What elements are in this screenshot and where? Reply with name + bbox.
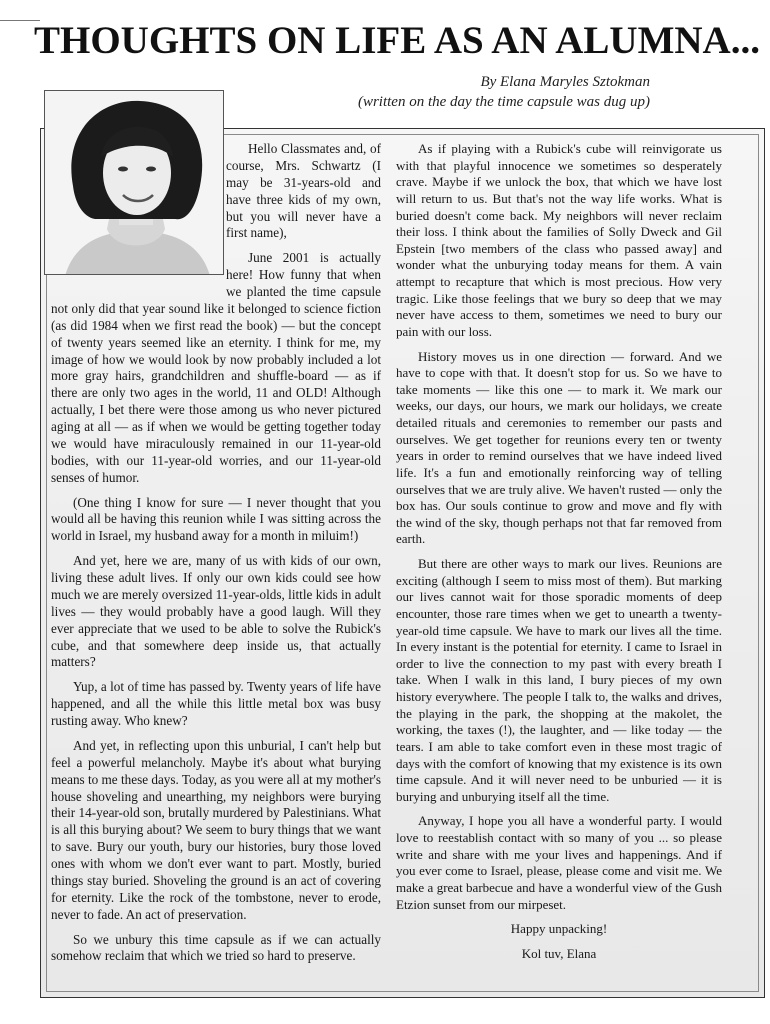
left-paragraph-4: And yet, here we are, many of us with kids of our own, living these adult lives. If only our own kids could see how much we are merely oversized 11-year-olds, little kids in adult lives — they would probably have a good laugh. Will they ever appreciate that we used to be able to solve the Rubick's cube, and that somewhere deep inside us, that actually matters? bbox=[51, 553, 381, 670]
author-portrait-photo bbox=[44, 90, 224, 275]
right-paragraph-2: History moves us in one direction — forward. And we have to cope with that. It doesn't stop for us. So we have to take moments — like this one — to mark it. We mark our weeks, our days, our hours, we mark our holidays, we create detailed rituals and ceremonies to remember our pasts and ourselves. We get together for reunions every ten or twenty years in order to remind ourselves that we have indeed lived life. It's a fun and emotionally reinforcing way of telling ourselves that we are truly alive. We haven't rusted — only the box has. Our souls continue to grow and move and fly with the wind of the sky, though perhaps not that far removed from earth. bbox=[396, 348, 722, 547]
left-paragraph-7: So we unbury this time capsule as if we can actually somehow reclaim that which we tried so hard to preserve. bbox=[51, 931, 381, 964]
left-paragraph-2: June 2001 is actually here! How funny that when we planted the time capsule not only did that year sound like it belonged to science fiction (as did 1984 when we first read the book) — but the concept of twenty years seemed like an eternity. I think for me, my image of how we would look by now probably included a lot more gray hairs, grandchildren and shuffle-board — as if there are only two ages in the world, 11 and OLD! Although actually, I bet there were those among us who never pictured aging at all — as if when we would be getting together today we would have miraculously remained in our 11-year-old bodies, with our 11-year-old worries, and our 11-year-old senses of humor. bbox=[51, 250, 381, 485]
left-paragraph-5: Yup, a lot of time has passed by. Twenty years of life have happened, and all the while this little metal box was busy rusting away. Who knew? bbox=[51, 679, 381, 728]
signoff: Happy unpacking! bbox=[510, 921, 608, 937]
signature: Kol tuv, Elana bbox=[521, 945, 597, 961]
byline: By Elana Maryles Sztokman bbox=[480, 74, 650, 90]
right-column bbox=[396, 141, 722, 970]
subline: (written on the day the time capsule was dug up) bbox=[357, 94, 650, 110]
right-paragraph-3: But there are other ways to mark our lives. Reunions are exciting (although I seem to miss most of them). But marking our lives cannot wait for those sporadic moments of deep encounter, those rare times when we get to unearth a twenty-year-old time capsule. We have to mark our lives all the time. In every instant is the potential for eternity. I came to Israel in order to live the connection to my past with every breath I take. When I walk in this land, I bury pieces of my own history everywhere. The people I talk to, the walks and drives, the playing in the park, the shopping at the makolet, the working, the taxes (!), the laughter, and — like today — the tears. I am able to take comfort even in these most tragic of days with the comfort of knowing that my existence is its own time capsule. And it will never need to be unburied — it is burying and unburying itself all the time. bbox=[396, 556, 722, 804]
byline-block bbox=[358, 72, 650, 112]
portrait-icon bbox=[45, 91, 224, 275]
headline: THOUGHTS ON LIFE AS AN ALUMNA... bbox=[34, 19, 760, 62]
left-paragraph-3: (One thing I know for sure — I never thought that you would all be having this reunion while I was sitting across the world in Israel, my husband away for a month in miluim!) bbox=[51, 494, 381, 544]
right-paragraph-1: As if playing with a Rubick's cube will reinvigorate us with that playful innocence we sometimes so desperately crave. Maybe if we unlock the box, that which we have lost will return to us. But that's not the way life works. What is buried doesn't come back. My neighbors will never reclaim their loss. I think about the families of Solly Dweck and Gil Epstein [two members of the class who passed away] and wonder what the unburying today means for them. A vain attempt to recapture that which is most precious. How very tragic. Like those feelings that we bury so deep that we may never have access to them, sometimes we need to bury our pain with our loss. bbox=[396, 141, 722, 339]
right-paragraph-4: Anyway, I hope you all have a wonderful party. I would love to reestablish contact with so many of you ... so please write and share with me your lives and happenings. And if you ever come to Israel, please, please come and visit me. We make a great barbecue and have a wonderful view of the Gush Etzion sunset from our mirpeset. bbox=[396, 813, 722, 912]
left-paragraph-1: Hello Classmates and, of course, Mrs. Schwartz (I may be 31-years-old and have three kids of my own, but you will never have a first name), bbox=[226, 141, 381, 241]
left-paragraph-6: And yet, in reflecting upon this unburial, I can't help but feel a powerful melancholy. Maybe it's about what burying means to me these days. Today, as you were all at my mother's house shoveling and unearthing, my neighbors were burying their 14-year-old son, brutally murdered by Palestinians. What is all this burying about? We seem to bury things that we want to save. Bury our youth, bury our histories, bury those loved ones with whom we don't ever want to part. Mostly, buried things stay buried. Shoveling the ground is an act of covering for eternity. Like the rock of the tombstone, never to erode, never to fade. An act of preservation. bbox=[51, 737, 381, 922]
